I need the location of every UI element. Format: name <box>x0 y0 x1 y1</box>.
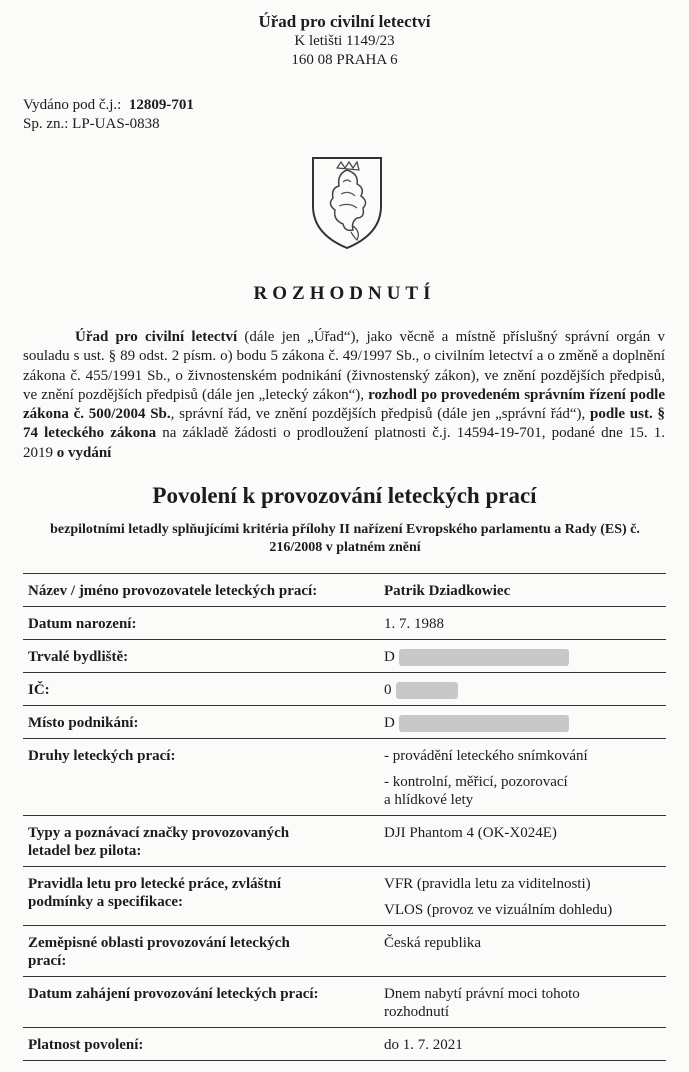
intro-text-2: , správní řád, ve znění pozdějších předpisů (dále jen „správní řád“), <box>170 406 591 423</box>
redaction-box <box>399 715 569 732</box>
table-row <box>23 672 666 705</box>
row-value: do 1. 7. 2021 <box>384 1037 463 1054</box>
work-type <box>384 773 666 809</box>
row-label: Druhy leteckých prací: <box>28 748 176 765</box>
reference-numbers <box>23 96 194 134</box>
issued-label: Vydáno pod č.j.: <box>23 97 122 113</box>
row-label: Datum zahájení provozování leteckých prací: <box>28 986 319 1003</box>
table-row <box>23 815 666 866</box>
permit-title: Povolení k provozování leteckých prací <box>152 483 537 508</box>
table-row <box>23 866 666 925</box>
row-value: DJI Phantom 4 (OK-X024E) <box>384 825 557 842</box>
permit-table <box>23 573 666 1061</box>
value-line: rozhodnutí <box>384 1004 449 1021</box>
operator-name: Patrik Dziadkowiec <box>384 583 511 599</box>
row-value: Česká republika <box>384 935 482 952</box>
permit-subtitle: bezpilotními letadly splňujícími kritéria přílohy II nařízení Evropského parlamentu a Rady (ES) č. 216/2008 v platném znění <box>50 522 640 555</box>
flight-rule: VFR (pravidla letu za viditelnosti) <box>384 876 591 893</box>
decision-intro <box>23 328 665 463</box>
label-line: podmínky a specifikace: <box>28 894 184 911</box>
row-value <box>375 574 666 606</box>
redaction-box <box>399 649 569 666</box>
office-city: 160 08 PRAHA 6 <box>291 52 398 68</box>
row-label: Místo podnikání: <box>28 715 139 732</box>
intro-text-1: (dále jen „Úřad“), jako věcně a místně příslušný správní orgán v souladu s ust. § 89 odst. 2 písm. o) bodu 5 zákona č. 49/1997 Sb., o civilním letectví a o změně a doplnění zákona č. 455/1991 Sb., o živnostenském podnikání (živnostenský zákon), ve znění pozdějších předpisů, ve znění pozdějších předpisů (dále jen „letecký zákon“), <box>23 329 665 403</box>
spzn-number: LP-UAS-0838 <box>72 116 160 132</box>
table-row <box>23 925 666 976</box>
intro-law: podle ust. § 74 leteckého zákona <box>23 406 665 442</box>
value-line: Dnem nabytí právní moci tohoto <box>384 986 580 1003</box>
spzn-ref <box>23 115 194 134</box>
czech-coat-of-arms-icon <box>307 152 387 252</box>
table-row <box>23 1027 666 1061</box>
label-line: Typy a poznávací značky provozovaných <box>28 825 290 842</box>
intro-text-3: na základě žádosti o prodloužení platnosti č.j. 14594-19-701, podané dne 15. 1. 2019 <box>23 425 665 461</box>
redaction-box <box>396 682 458 699</box>
row-value <box>375 739 666 815</box>
table-row <box>23 573 666 606</box>
residence-value: D <box>384 649 395 665</box>
row-value <box>375 706 666 738</box>
table-row <box>23 606 666 639</box>
table-row <box>23 705 666 738</box>
row-value <box>375 977 666 1027</box>
issued-ref <box>23 96 194 115</box>
row-label <box>23 867 375 925</box>
row-label <box>23 816 375 866</box>
row-label: Trvalé bydliště: <box>28 649 129 665</box>
label-line: Pravidla letu pro letecké práce, zvláštní <box>28 876 282 893</box>
decision-heading: ROZHODNUTÍ <box>253 283 436 304</box>
table-row <box>23 976 666 1027</box>
label-line: Zeměpisné oblasti provozování leteckých <box>28 935 290 952</box>
row-label <box>23 926 375 976</box>
spzn-label: Sp. zn.: <box>23 116 69 132</box>
row-label: Datum narození: <box>28 616 137 632</box>
work-type-line: - kontrolní, měřicí, pozorovací <box>384 774 568 791</box>
intro-issue: o vydání <box>56 444 112 461</box>
flight-rule: VLOS (provoz ve vizuálním dohledu) <box>384 902 613 919</box>
office-name: Úřad pro civilní letectví <box>258 12 431 31</box>
ic-value: 0 <box>384 682 392 699</box>
table-row <box>23 738 666 815</box>
row-value <box>375 673 666 705</box>
work-type: - provádění leteckého snímkování <box>384 748 588 765</box>
work-type-line: a hlídkové lety <box>384 792 474 809</box>
letterhead <box>0 12 689 70</box>
issued-number: 12809-701 <box>128 97 194 113</box>
label-line: letadel bez pilota: <box>28 843 142 860</box>
row-value <box>375 640 666 672</box>
row-label: IČ: <box>28 682 50 699</box>
row-value: 1. 7. 1988 <box>384 616 444 632</box>
office-street: K letišti 1149/23 <box>294 33 395 49</box>
row-value <box>375 867 666 925</box>
place-value: D <box>384 715 395 732</box>
intro-decision: rozhodl po provedeném správním řízení podle zákona č. 500/2004 Sb. <box>23 386 665 423</box>
intro-office: Úřad pro civilní letectví <box>75 329 238 345</box>
label-line: prací: <box>28 953 67 970</box>
row-label: Název / jméno provozovatele leteckých prací: <box>28 583 318 599</box>
table-row <box>23 639 666 672</box>
row-label: Platnost povolení: <box>28 1037 144 1054</box>
